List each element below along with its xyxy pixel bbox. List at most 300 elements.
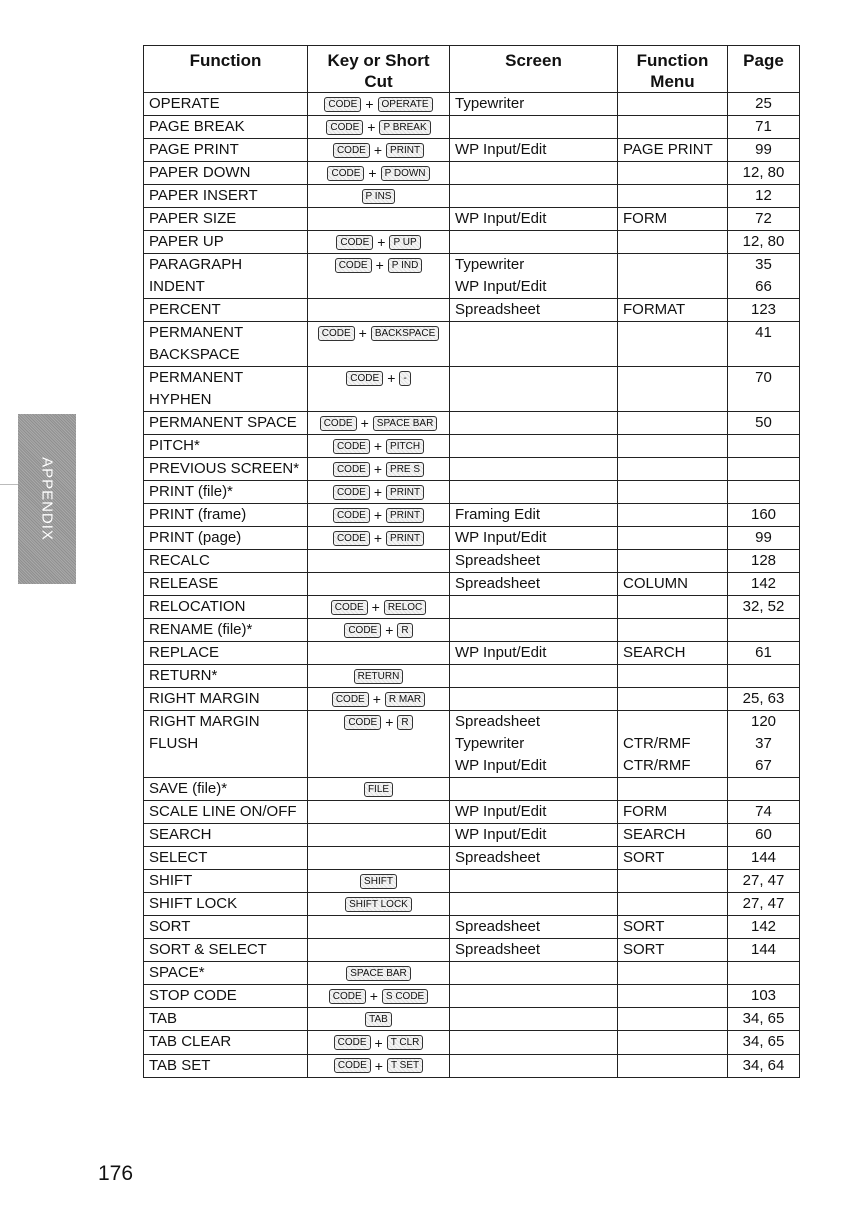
screen-line [455, 231, 612, 253]
function-cell: RIGHT MARGIN FLUSH [144, 711, 308, 778]
table-row [144, 550, 800, 573]
keycap: CODE [324, 97, 361, 112]
menu-line [623, 1031, 722, 1053]
plus-sign: + [374, 1057, 383, 1074]
screen-cell [450, 458, 618, 481]
page-cell: 74 [728, 801, 800, 824]
function-cell: SPACE* [144, 962, 308, 985]
screen-cell [450, 367, 618, 412]
plus-sign: + [387, 370, 396, 387]
table-header-row [144, 46, 800, 93]
table-body [144, 93, 800, 1078]
menu-cell [618, 254, 728, 299]
menu-cell [618, 778, 728, 801]
table-row [144, 1031, 800, 1054]
function-cell: TAB CLEAR [144, 1031, 308, 1054]
screen-line [455, 596, 612, 618]
menu-cell [618, 619, 728, 642]
table-row [144, 208, 800, 231]
menu-cell [618, 322, 728, 367]
menu-line [623, 185, 722, 207]
screen-line: Spreadsheet [455, 301, 541, 319]
menu-line [623, 231, 722, 253]
page-cell: 103 [728, 985, 800, 1008]
page-cell: 72 [728, 208, 800, 231]
keycap: R [397, 715, 412, 730]
keycap: SPACE BAR [346, 966, 411, 981]
screen-line: Spreadsheet [455, 941, 541, 959]
menu-line: FORM [623, 803, 668, 821]
screen-cell [450, 985, 618, 1008]
screen-cell [450, 665, 618, 688]
key-cell [308, 93, 450, 116]
table-row [144, 939, 800, 962]
keycap: CODE [346, 371, 383, 386]
key-cell [308, 778, 450, 801]
header-screen: Screen [450, 46, 618, 93]
screen-line [455, 322, 612, 344]
table-row [144, 162, 800, 185]
table-row [144, 573, 800, 596]
screen-cell [450, 642, 618, 665]
menu-line [623, 322, 722, 344]
table-row [144, 870, 800, 893]
page-cell [728, 481, 800, 504]
page-cell [728, 435, 800, 458]
function-cell: SAVE (file)* [144, 778, 308, 801]
header-key: Key or Short Cut [308, 46, 450, 93]
function-cell: OPERATE [144, 93, 308, 116]
table-row [144, 481, 800, 504]
screen-cell [450, 93, 618, 116]
function-cell: RENAME (file)* [144, 619, 308, 642]
page-cell [728, 665, 800, 688]
menu-cell [618, 893, 728, 916]
keycap: BACKSPACE [371, 326, 439, 341]
function-cell: SEARCH [144, 824, 308, 847]
screen-line [455, 1055, 612, 1077]
plus-sign: + [373, 530, 383, 547]
screen-cell [450, 801, 618, 824]
table-row [144, 985, 800, 1008]
page-cell: 34, 65 [728, 1031, 800, 1054]
menu-line [623, 481, 722, 503]
keycap: CODE [333, 485, 370, 500]
keycap: CODE [333, 439, 370, 454]
plus-sign: + [373, 461, 383, 478]
function-cell: PERMANENT SPACE [144, 412, 308, 435]
screen-line: Typewriter [455, 95, 525, 112]
table-row [144, 642, 800, 665]
screen-line [455, 870, 612, 892]
header-function: Function [144, 46, 308, 93]
screen-line [455, 619, 612, 641]
screen-line [455, 1008, 612, 1030]
page-cell: 12, 80 [728, 162, 800, 185]
table-row [144, 254, 800, 299]
screen-line [455, 458, 612, 480]
screen-line [455, 665, 612, 687]
screen-cell [450, 185, 618, 208]
menu-cell [618, 1008, 728, 1031]
menu-line [623, 367, 722, 389]
screen-cell [450, 962, 618, 985]
key-cell [308, 573, 450, 596]
table-row [144, 619, 800, 642]
keycap: PRINT [386, 508, 424, 523]
menu-line [623, 688, 722, 710]
function-cell: PAPER DOWN [144, 162, 308, 185]
keycap: P IND [388, 258, 423, 273]
table-row [144, 527, 800, 550]
menu-cell [618, 1054, 728, 1077]
menu-cell [618, 527, 728, 550]
function-cell: TAB [144, 1008, 308, 1031]
menu-line: CTR/RMF [623, 757, 691, 775]
screen-cell [450, 139, 618, 162]
plus-sign: + [373, 438, 383, 455]
screen-line [455, 435, 612, 457]
page-cell: 71 [728, 116, 800, 139]
function-cell: PRINT (page) [144, 527, 308, 550]
plus-sign: + [375, 257, 384, 274]
keycap: SHIFT [360, 874, 397, 889]
function-cell: SORT [144, 916, 308, 939]
key-cell [308, 208, 450, 231]
page-cell: 70 [728, 367, 800, 412]
plus-sign: + [373, 507, 383, 524]
menu-line [623, 711, 722, 733]
screen-cell [450, 116, 618, 139]
function-cell: SCALE LINE ON/OFF [144, 801, 308, 824]
table-row [144, 139, 800, 162]
function-cell: PRINT (frame) [144, 504, 308, 527]
keycap: CODE [333, 143, 370, 158]
key-cell [308, 962, 450, 985]
header-page: Page [728, 46, 800, 93]
menu-cell [618, 162, 728, 185]
screen-cell [450, 573, 618, 596]
screen-line [455, 778, 612, 800]
key-cell [308, 619, 450, 642]
page-number: 176 [98, 1162, 134, 1185]
page-cell: 34, 65 [728, 1008, 800, 1031]
screen-line [455, 367, 612, 389]
screen-line [455, 688, 612, 710]
table-row [144, 801, 800, 824]
menu-line [623, 1008, 722, 1030]
key-cell [308, 801, 450, 824]
screen-cell [450, 847, 618, 870]
key-cell [308, 642, 450, 665]
key-cell [308, 231, 450, 254]
screen-cell [450, 939, 618, 962]
plus-sign: + [358, 325, 367, 342]
key-cell [308, 824, 450, 847]
function-cell: PREVIOUS SCREEN* [144, 458, 308, 481]
function-cell: PARAGRAPH INDENT [144, 254, 308, 299]
keycap: T CLR [387, 1035, 424, 1050]
function-cell: RECALC [144, 550, 308, 573]
key-cell [308, 916, 450, 939]
keycap: CODE [329, 989, 366, 1004]
menu-cell [618, 962, 728, 985]
keycap: S CODE [382, 989, 428, 1004]
keycap: SHIFT LOCK [345, 897, 412, 912]
keycap: SPACE BAR [373, 416, 438, 431]
key-cell [308, 893, 450, 916]
menu-cell [618, 870, 728, 893]
table-row [144, 962, 800, 985]
page-cell: 142 [728, 573, 800, 596]
table-row [144, 185, 800, 208]
menu-cell [618, 299, 728, 322]
keycap: CODE [326, 120, 363, 135]
screen-line [455, 162, 612, 184]
menu-line [623, 665, 722, 687]
screen-line [455, 412, 612, 434]
key-cell [308, 458, 450, 481]
keycap: R [397, 623, 412, 638]
table-row [144, 596, 800, 619]
screen-cell [450, 550, 618, 573]
key-cell [308, 322, 450, 367]
keycap: RETURN [354, 669, 404, 684]
key-cell [308, 527, 450, 550]
screen-cell [450, 435, 618, 458]
table-row [144, 116, 800, 139]
screen-cell [450, 527, 618, 550]
page-cell: 27, 47 [728, 893, 800, 916]
page-cell: 144 [728, 939, 800, 962]
menu-line: SEARCH [623, 826, 686, 844]
plus-sign: + [374, 1034, 383, 1051]
function-table [143, 45, 800, 1078]
menu-line [623, 893, 722, 915]
page-cell: 50 [728, 412, 800, 435]
menu-line: FORMAT [623, 301, 686, 319]
screen-cell [450, 322, 618, 367]
table-row [144, 893, 800, 916]
key-cell [308, 1008, 450, 1031]
screen-line: Spreadsheet [455, 713, 541, 731]
table-row [144, 778, 800, 801]
table-row [144, 688, 800, 711]
menu-line [623, 550, 722, 572]
appendix-tab-label: APPENDIX [38, 457, 56, 541]
page-cell: 34, 64 [728, 1054, 800, 1077]
menu-cell [618, 642, 728, 665]
menu-line: FORM [623, 210, 668, 228]
menu-line [623, 870, 722, 892]
table-row [144, 665, 800, 688]
screen-line: WP Input/Edit [455, 644, 547, 662]
page-cell: 99 [728, 139, 800, 162]
keycap: CODE [333, 531, 370, 546]
keycap: P INS [362, 189, 396, 204]
screen-cell [450, 1008, 618, 1031]
keycap: FILE [364, 782, 393, 797]
menu-cell [618, 688, 728, 711]
menu-line [623, 276, 722, 298]
table-row [144, 299, 800, 322]
key-cell [308, 939, 450, 962]
menu-cell [618, 665, 728, 688]
table-row [144, 1008, 800, 1031]
page-cell: 99 [728, 527, 800, 550]
table-row [144, 322, 800, 367]
key-cell [308, 688, 450, 711]
function-cell: RETURN* [144, 665, 308, 688]
screen-line [455, 116, 612, 138]
keycap: CODE [334, 1058, 371, 1073]
key-cell [308, 116, 450, 139]
function-cell: REPLACE [144, 642, 308, 665]
menu-cell [618, 1031, 728, 1054]
menu-line [623, 778, 722, 800]
plus-sign: + [365, 96, 374, 113]
page-cell: 12 [728, 185, 800, 208]
table-row [144, 824, 800, 847]
plus-sign: + [377, 234, 386, 251]
key-cell [308, 1054, 450, 1077]
function-cell: RELEASE [144, 573, 308, 596]
menu-line [623, 458, 722, 480]
function-cell: PERMANENT HYPHEN [144, 367, 308, 412]
menu-cell [618, 550, 728, 573]
screen-line: Typewriter [455, 735, 525, 753]
keycap: CODE [336, 235, 373, 250]
keycap: CODE [331, 600, 368, 615]
screen-cell [450, 824, 618, 847]
page-cell [728, 619, 800, 642]
menu-line [623, 504, 722, 526]
plus-sign: + [360, 415, 369, 432]
page-cell: 60 [728, 824, 800, 847]
menu-cell [618, 985, 728, 1008]
function-cell: SHIFT [144, 870, 308, 893]
table-row [144, 412, 800, 435]
menu-line: SORT [623, 849, 665, 867]
plus-sign: + [371, 599, 380, 616]
keycap: CODE [327, 166, 364, 181]
table-row [144, 435, 800, 458]
menu-cell [618, 801, 728, 824]
key-cell [308, 162, 450, 185]
page-cell: 35 66 [728, 254, 800, 299]
keycap: CODE [344, 623, 381, 638]
screen-line: WP Input/Edit [455, 141, 547, 159]
page-cell [728, 962, 800, 985]
keycap: CODE [332, 692, 369, 707]
menu-cell [618, 116, 728, 139]
screen-cell [450, 619, 618, 642]
screen-cell [450, 711, 618, 778]
menu-line: PAGE PRINT [623, 141, 713, 159]
screen-cell [450, 162, 618, 185]
plus-sign: + [368, 165, 377, 182]
keycap: T SET [387, 1058, 423, 1073]
page-cell: 142 [728, 916, 800, 939]
keycap: CODE [320, 416, 357, 431]
menu-line: SORT [623, 918, 665, 936]
menu-line: CTR/RMF [623, 735, 691, 753]
menu-line [623, 596, 722, 618]
screen-cell [450, 688, 618, 711]
screen-line: Framing Edit [455, 506, 541, 524]
screen-line: WP Input/Edit [455, 826, 547, 844]
keycap: PRE S [386, 462, 424, 477]
keycap: P BREAK [379, 120, 430, 135]
key-cell [308, 412, 450, 435]
screen-line: Spreadsheet [455, 918, 541, 936]
table-row [144, 504, 800, 527]
page-cell: 32, 52 [728, 596, 800, 619]
function-cell: TAB SET [144, 1054, 308, 1077]
screen-cell [450, 231, 618, 254]
function-cell: PAGE BREAK [144, 116, 308, 139]
plus-sign: + [373, 142, 383, 159]
menu-cell [618, 367, 728, 412]
function-cell: PERCENT [144, 299, 308, 322]
screen-line: Spreadsheet [455, 575, 541, 593]
keycap: OPERATE [378, 97, 433, 112]
keycap: PRINT [386, 143, 424, 158]
keycap: TAB [365, 1012, 392, 1027]
table-row [144, 367, 800, 412]
key-cell [308, 139, 450, 162]
screen-cell [450, 254, 618, 299]
screen-line [455, 481, 612, 503]
table-row [144, 711, 800, 778]
screen-line [455, 962, 612, 984]
screen-cell [450, 1054, 618, 1077]
keycap: CODE [334, 1035, 371, 1050]
key-cell [308, 299, 450, 322]
menu-cell [618, 412, 728, 435]
keycap: P DOWN [381, 166, 430, 181]
page-cell: 12, 80 [728, 231, 800, 254]
screen-cell [450, 778, 618, 801]
page-cell [728, 778, 800, 801]
function-cell: PRINT (file)* [144, 481, 308, 504]
page-cell: 61 [728, 642, 800, 665]
plus-sign: + [373, 484, 383, 501]
screen-cell [450, 596, 618, 619]
plus-sign: + [385, 714, 394, 731]
page-cell: 120 37 67 [728, 711, 800, 778]
screen-cell [450, 412, 618, 435]
screen-cell [450, 299, 618, 322]
key-cell [308, 870, 450, 893]
screen-line: Typewriter [455, 256, 525, 274]
screen-line: Spreadsheet [455, 552, 541, 570]
function-cell: PITCH* [144, 435, 308, 458]
function-cell: STOP CODE [144, 985, 308, 1008]
keycap: CODE [333, 462, 370, 477]
table-row [144, 1054, 800, 1077]
table-row [144, 847, 800, 870]
menu-line [623, 962, 722, 984]
key-cell [308, 481, 450, 504]
menu-line [623, 435, 722, 457]
screen-cell [450, 870, 618, 893]
menu-line [623, 93, 722, 115]
menu-cell [618, 504, 728, 527]
menu-cell [618, 185, 728, 208]
function-cell: RIGHT MARGIN [144, 688, 308, 711]
screen-line [455, 985, 612, 1007]
